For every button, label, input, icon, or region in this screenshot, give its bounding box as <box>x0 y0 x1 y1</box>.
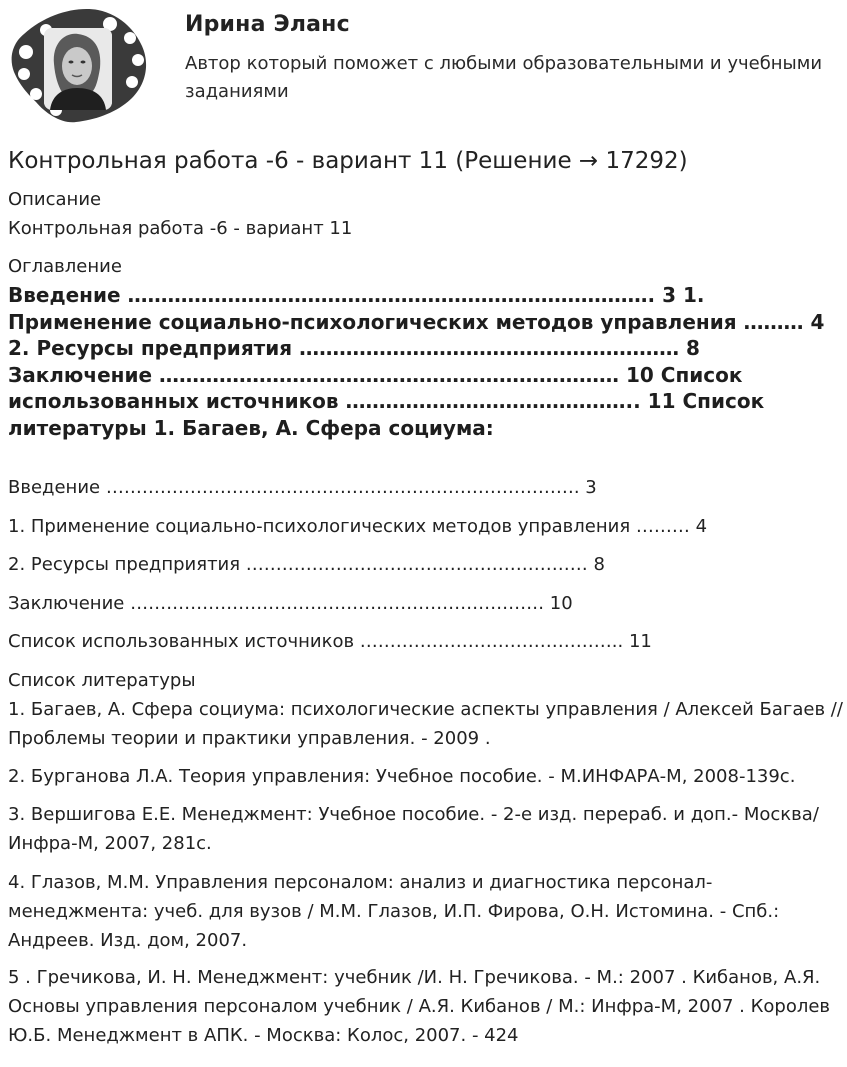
literature-item: 4. Глазов, М.М. Управления персоналом: анализ и диагностика персонал-менеджмента: учеб. для вузов / М.М. Глазов, И.П. Фирова, О.Н. Истомина. - Спб.: Андреев. Изд. дом, 2007. <box>8 872 780 951</box>
author-description: Автор который поможет с любыми образовательными и учебными заданиями <box>185 53 823 102</box>
bold-toc-item: 1. Применение социально-психологических методов управления ……… 4 <box>8 283 825 334</box>
bold-toc-block <box>8 282 843 441</box>
toc-item: 1. Применение социально-психологических методов управления ……… 4 <box>8 516 708 537</box>
author-header <box>0 0 847 130</box>
bold-toc-item: Список использованных источников …………………………………….. 11 <box>8 362 743 413</box>
toc-item: Введение ……………………………………………………………………. 3 <box>8 477 597 498</box>
toc-item: 2. Ресурсы предприятия ………………………………………………… 8 <box>8 554 605 575</box>
toc-label: Оглавление <box>8 256 122 277</box>
literature-item: 3. Вершигова Е.Е. Менеджмент: Учебное пособие. - 2-е изд. перераб. и доп.- Москва/Инфра-М, 2007, 281с. <box>8 804 819 854</box>
bold-toc-item: Введение ……………………………………………………………………. 3 <box>8 283 683 307</box>
toc-item: Список использованных источников …………………………………….. 11 <box>8 631 652 652</box>
literature-item: 2. Бурганова Л.А. Теория управления: Учебное пособие. - М.ИНФАРА-М, 2008-139с. <box>8 766 796 787</box>
description-text: Контрольная работа -6 - вариант 11 <box>8 218 353 239</box>
literature-label: Список литературы <box>8 670 196 691</box>
description-label: Описание <box>8 189 102 210</box>
literature-item: 5 . Гречикова, И. Н. Менеджмент: учебник /И. Н. Гречикова. - М.: 2007 . Кибанов, А.Я. Основы управления персоналом учебник / А.Я. Кибанов / М.: Инфра-М, 2007 . Королев Ю.Б. Менеджмент в АПК. - Москва: Колос, 2007. - 424 <box>8 967 831 1046</box>
toc-item: Заключение …………………………………………………………… 10 <box>8 593 573 614</box>
author-name: Ирина Эланс <box>185 12 350 37</box>
bold-toc-item: Заключение …………………………………………………………… 10 <box>8 362 661 387</box>
literature-item: 1. Багаев, А. Сфера социума: психологические аспекты управления / Алексей Багаев // Проблемы теории и практики управления. - 2009 . <box>8 699 843 749</box>
document-title: Контрольная работа -6 - вариант 11 (Решение → 17292) <box>8 148 688 174</box>
bold-toc-item: Список литературы 1. Багаев, А. Сфера социума: <box>8 389 765 440</box>
author-avatar <box>6 6 152 126</box>
bold-toc-item: 2. Ресурсы предприятия ………………………………………………… 8 <box>8 336 700 360</box>
